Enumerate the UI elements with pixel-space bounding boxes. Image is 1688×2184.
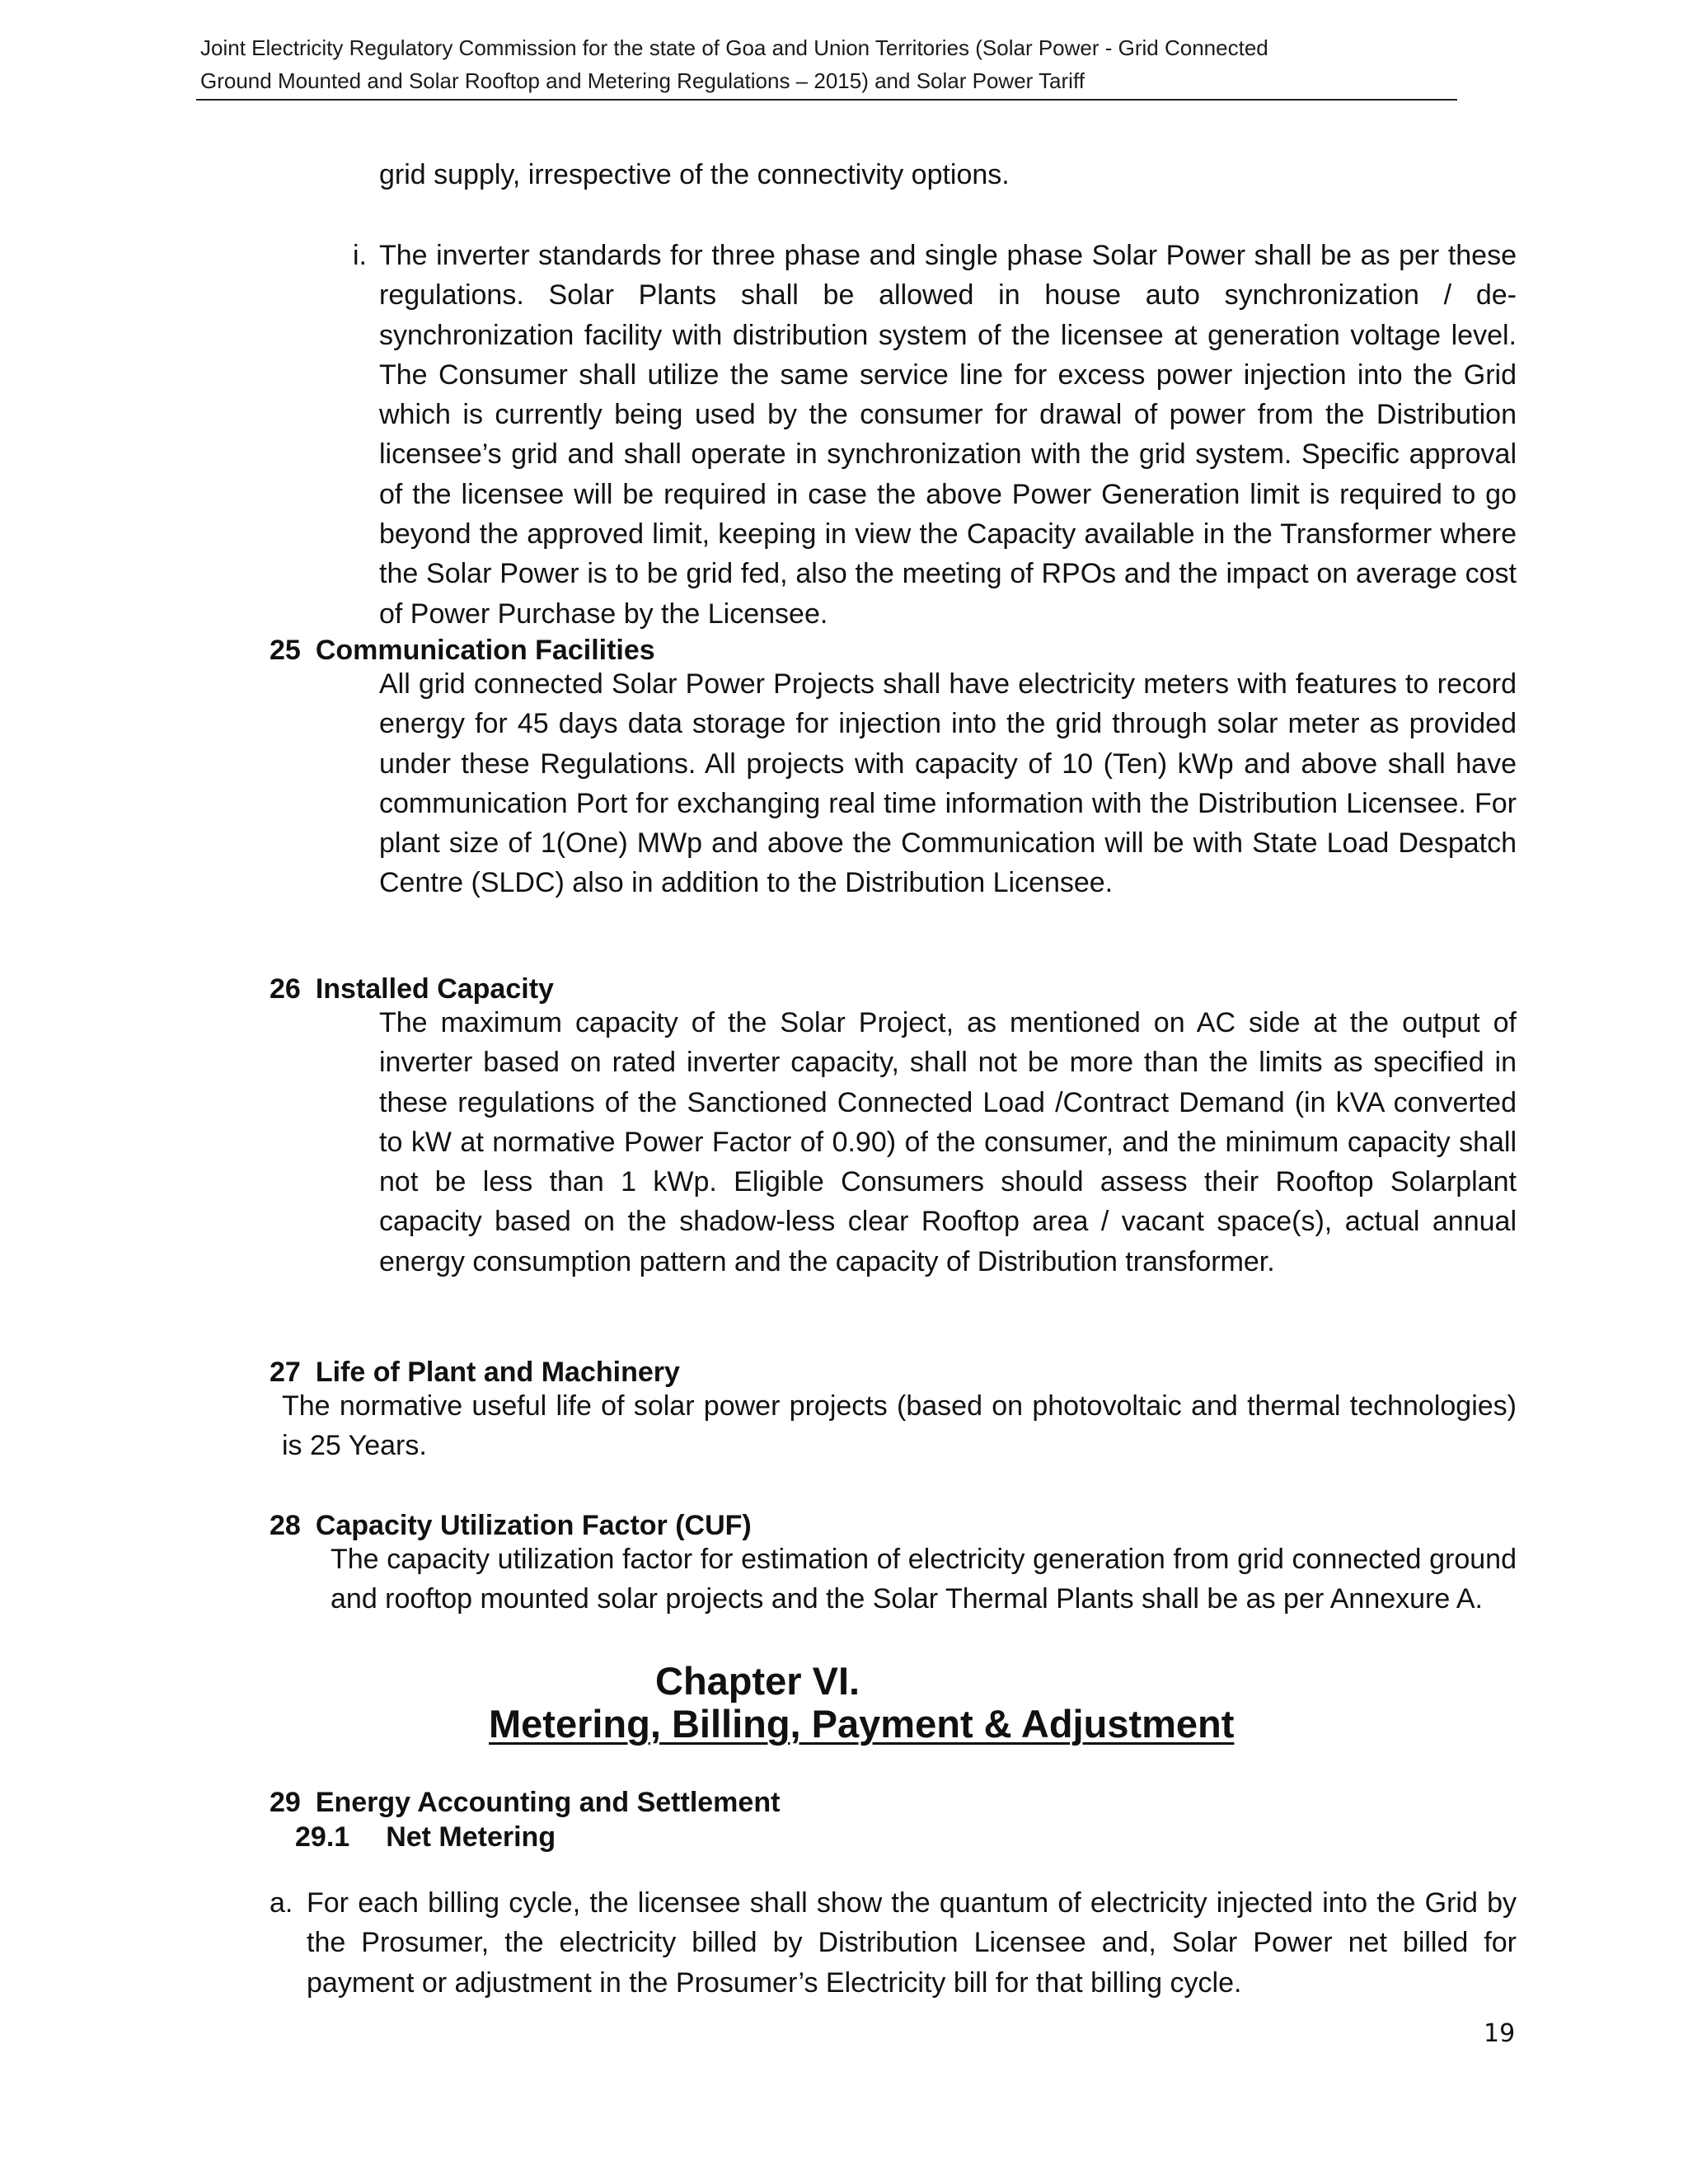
section-27-title: Life of Plant and Machinery: [315, 1357, 680, 1388]
item-i-marker: i.: [353, 240, 367, 271]
section-29-1-title: Net Metering: [386, 1821, 556, 1853]
section-27-paragraph: The normative useful life of solar power projects (based on photovoltaic and thermal technologies) is 25 Years.: [282, 1390, 1517, 1462]
section-25-heading: [270, 632, 655, 668]
section-26-heading: [270, 971, 554, 1007]
header-line-2: Ground Mounted and Solar Rooftop and Metering Regulations – 2015) and Solar Power Tariff: [200, 68, 1085, 93]
header-line-1: Joint Electricity Regulatory Commission for the state of Goa and Union Territories (Solar Power - Grid Connected: [200, 35, 1268, 60]
section-29-number: 29: [270, 1787, 301, 1818]
item-a-marker: a.: [270, 1887, 293, 1919]
section-26-number: 26: [270, 973, 301, 1005]
item-i-paragraph: The inverter standards for three phase and single phase Solar Power shall be as per these regulations. Solar Plants shall be allowed in house auto synchronization / de-synchronization facility with distribution system of the licensee at generation voltage level. The Consumer shall utilize the same service line for excess power injection into the Grid which is currently being used by the consumer for drawal of power from the Distribution licensee’s grid and shall operate in synchronization with the grid system. Specific approval of the licensee will be required in case the above Power Generation limit is required to go beyond the approved limit, keeping in view the Capacity available in the Transformer where the Solar Power is to be grid fed, also the meeting of RPOs and the impact on average cost of Power Purchase by the Licensee.: [379, 240, 1517, 630]
section-29-title: Energy Accounting and Settlement: [315, 1787, 781, 1818]
chapter-subtitle: Metering, Billing, Payment & Adjustment: [489, 1702, 1235, 1746]
section-26-paragraph: The maximum capacity of the Solar Project, as mentioned on AC side at the output of inverter based on rated inverter capacity, shall not be more than the limits as specified in these regulations of the Sanctioned Connected Load /Contract Demand (in kVA converted to kW at normative Power Factor of 0.90) of the consumer, and the minimum capacity shall not be less than 1 kWp. Eligible Consumers should assess their Rooftop Solarplant capacity based on the shadow-less clear Rooftop area / vacant space(s), actual annual energy consumption pattern and the capacity of Distribution transformer.: [379, 1007, 1517, 1277]
page-number: 19: [1484, 2019, 1516, 2048]
section-29-1-number: 29.1: [295, 1821, 350, 1853]
section-27-number: 27: [270, 1357, 301, 1388]
item-a-paragraph: For each billing cycle, the licensee shall show the quantum of electricity injected into the Grid by the Prosumer, the electricity billed by Distribution Licensee and, Solar Power net billed for payment or adjustment in the Prosumer’s Electricity bill for that billing cycle.: [307, 1887, 1517, 1999]
section-29-heading: [270, 1784, 780, 1821]
section-28-title: Capacity Utilization Factor (CUF): [315, 1510, 752, 1541]
section-27-heading: [270, 1354, 680, 1390]
section-26-title: Installed Capacity: [315, 973, 554, 1005]
section-28-heading: [270, 1507, 752, 1544]
running-header: [200, 31, 1457, 97]
section-25-paragraph: All grid connected Solar Power Projects shall have electricity meters with features to record energy for 45 days data storage for injection into the grid through solar meter as provided under these Regulations. All projects with capacity of 10 (Ten) kWp and above shall have communication Port for exchanging real time information with the Distribution Licensee. For plant size of 1(One) MWp and above the Communication will be with State Load Despatch Centre (SLDC) also in addition to the Distribution Licensee.: [379, 668, 1517, 899]
section-25-title: Communication Facilities: [315, 635, 655, 666]
section-25-number: 25: [270, 635, 301, 666]
chapter-title: Chapter VI.: [655, 1659, 860, 1703]
continuation-paragraph: grid supply, irrespective of the connectivity options.: [379, 159, 1010, 190]
section-28-number: 28: [270, 1510, 301, 1541]
section-29-1-heading: [295, 1819, 556, 1855]
section-28-paragraph: The capacity utilization factor for estimation of electricity generation from grid connected ground and rooftop mounted solar projects and the Solar Thermal Plants shall be as per Annexure A.: [331, 1544, 1517, 1615]
header-divider: [196, 99, 1457, 101]
